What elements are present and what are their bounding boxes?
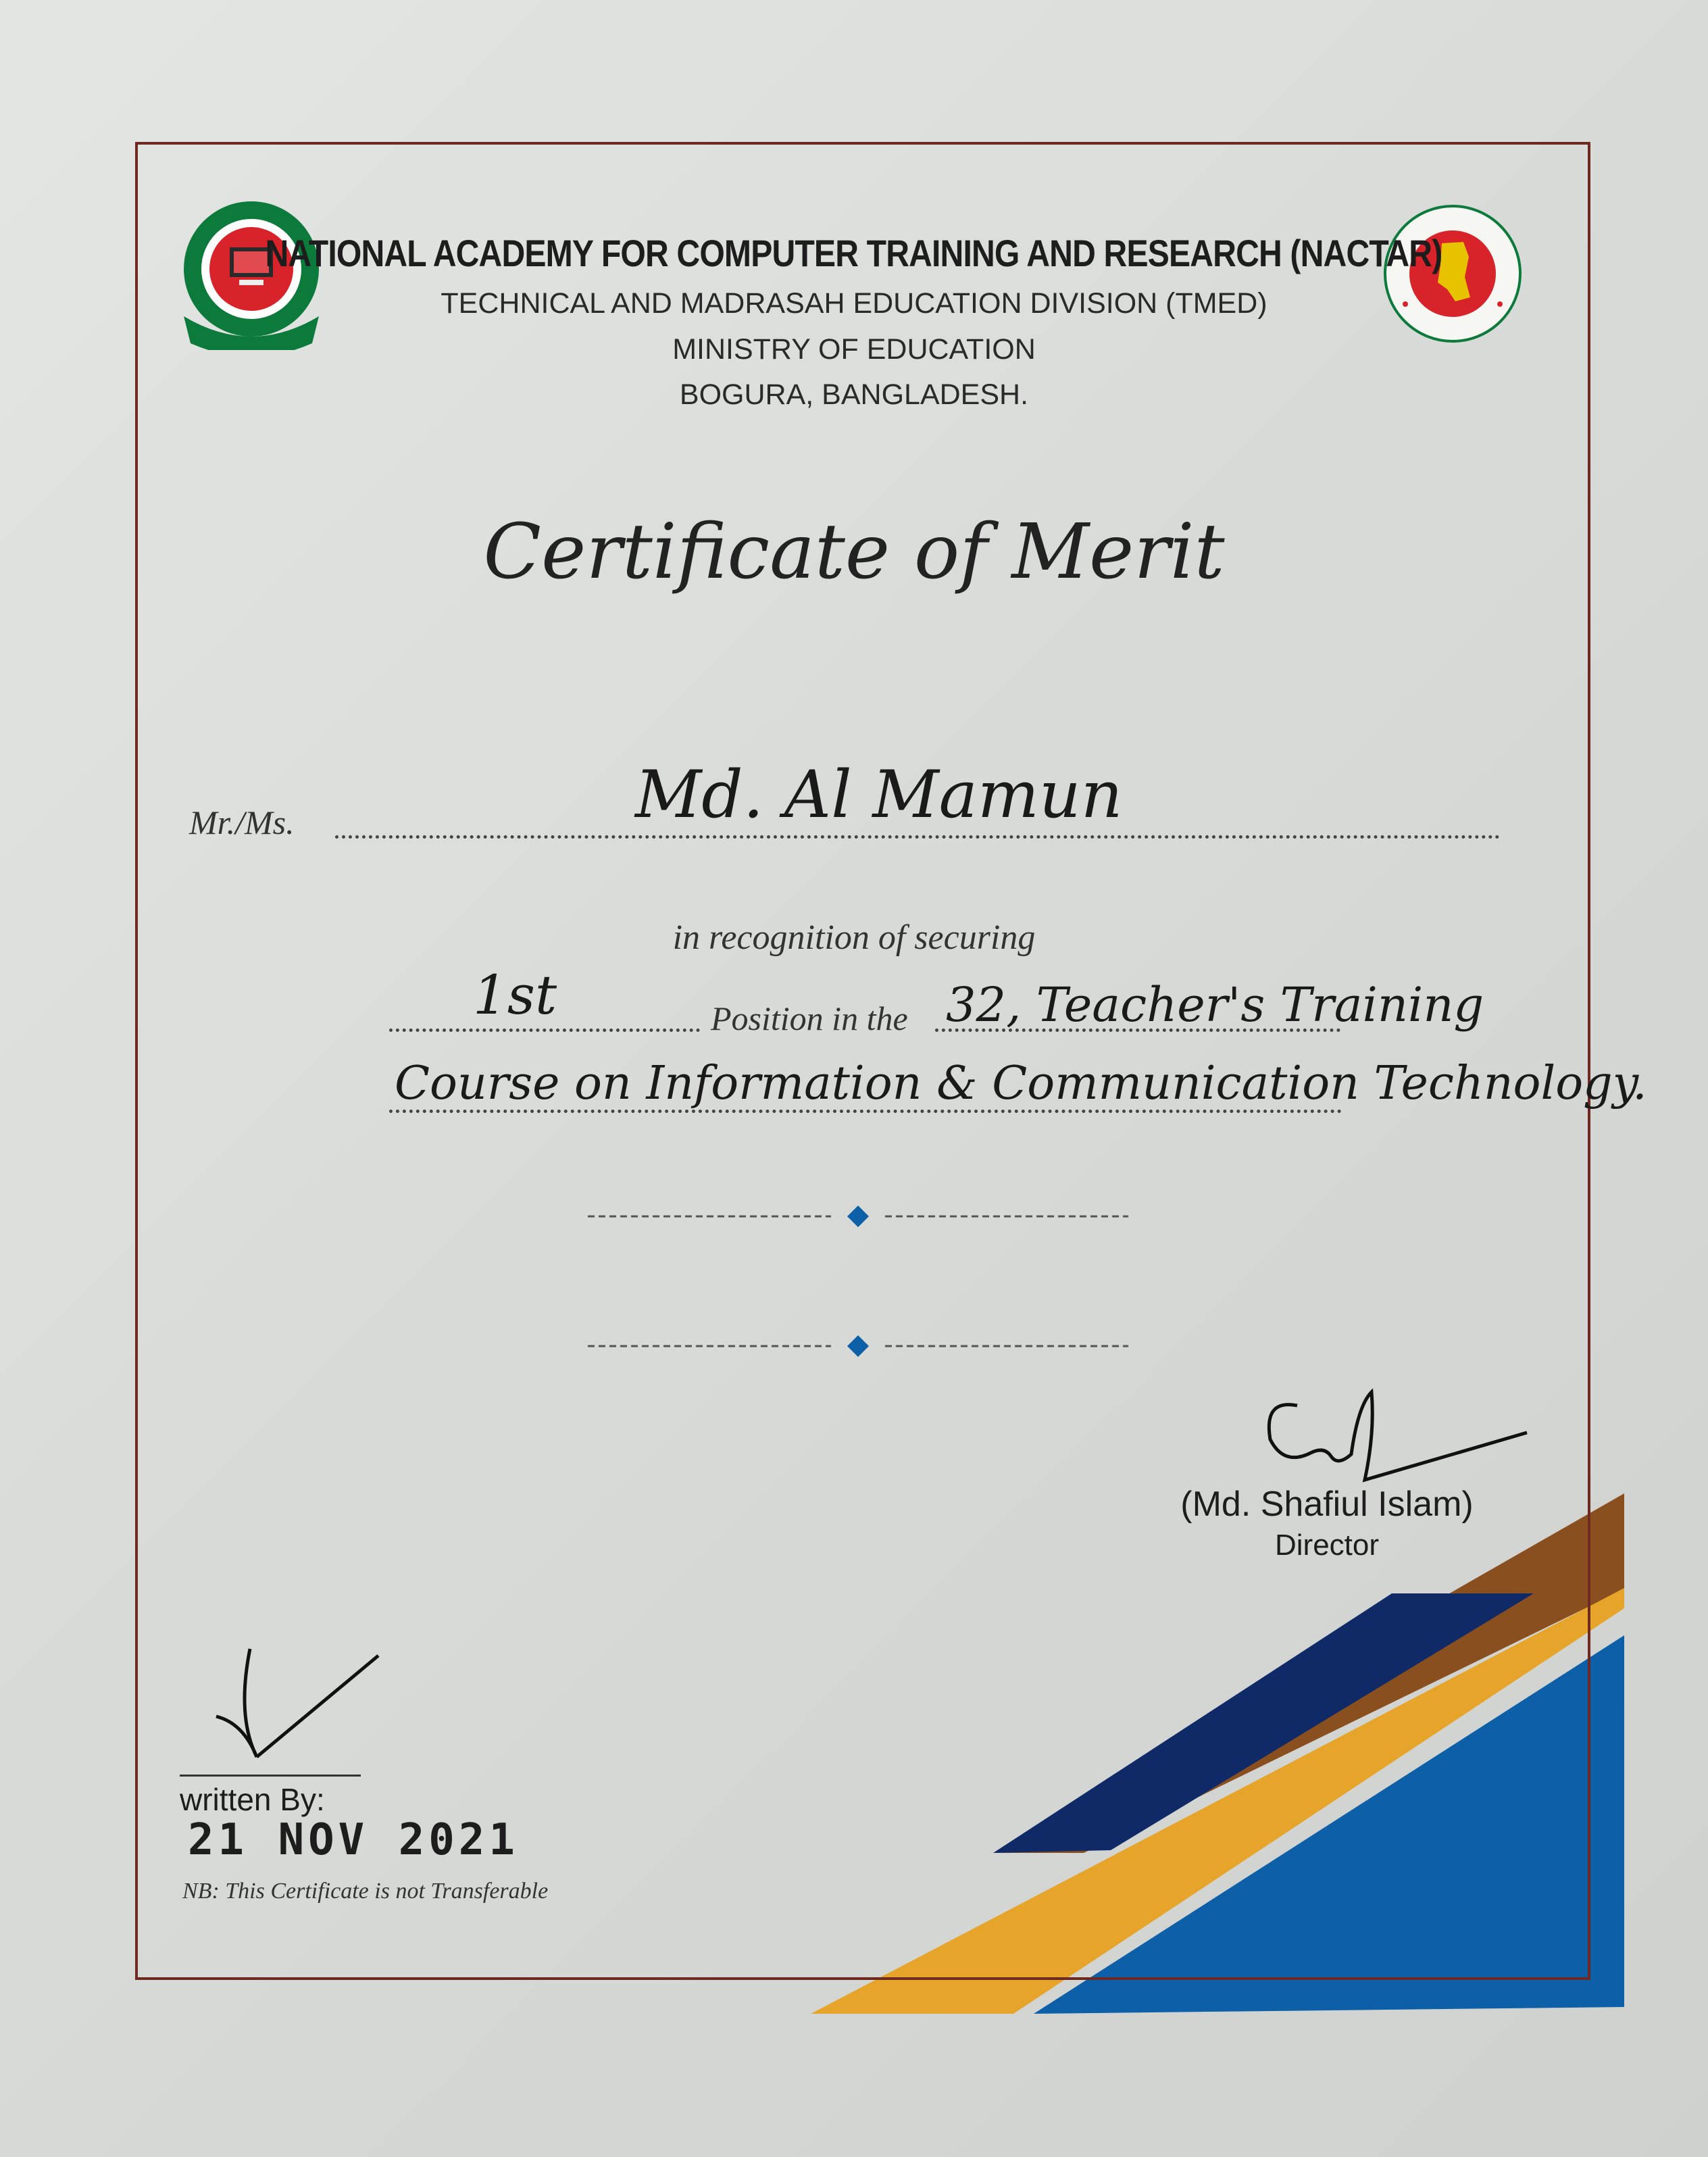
- written-by-label: written By:: [180, 1782, 325, 1817]
- nactar-logo-icon: [177, 201, 326, 350]
- course-line-1: 32, Teacher's Training: [946, 977, 1484, 1033]
- certificate-title: Certificate of Merit: [483, 508, 1225, 596]
- salutation: Mr./Ms.: [189, 803, 295, 841]
- location: BOGURA, BANGLADESH.: [679, 378, 1029, 411]
- director-designation: Director: [1274, 1529, 1380, 1562]
- division-name: TECHNICAL AND MADRASAH EDUCATION DIVISION (TMED): [441, 287, 1267, 320]
- academy-name: NATIONAL ACADEMY FOR COMPUTER TRAINING AND RESEARCH (NACTAR): [265, 232, 1442, 274]
- position-value: 1st: [473, 964, 557, 1026]
- recognition-text: in recognition of securing: [672, 918, 1036, 957]
- transfer-note: NB: This Certificate is not Transferable: [182, 1879, 549, 1904]
- ministry-name: MINISTRY OF EDUCATION: [672, 333, 1036, 366]
- ornament-divider-bottom: [588, 1333, 1128, 1360]
- director-signature: [1257, 1379, 1534, 1487]
- recipient-name: Md. Al Mamun: [635, 757, 1123, 833]
- position-label: Position in the: [711, 999, 908, 1037]
- ornament-divider-top: [588, 1203, 1128, 1230]
- course-line-2: Course on Information & Communication Technology.: [395, 1057, 1647, 1110]
- director-name: (Md. Shafiul Islam): [1180, 1485, 1474, 1524]
- writer-signature: [196, 1642, 399, 1791]
- date-stamp: 21 NOV 2021: [188, 1815, 519, 1865]
- writer-line: [180, 1775, 361, 1777]
